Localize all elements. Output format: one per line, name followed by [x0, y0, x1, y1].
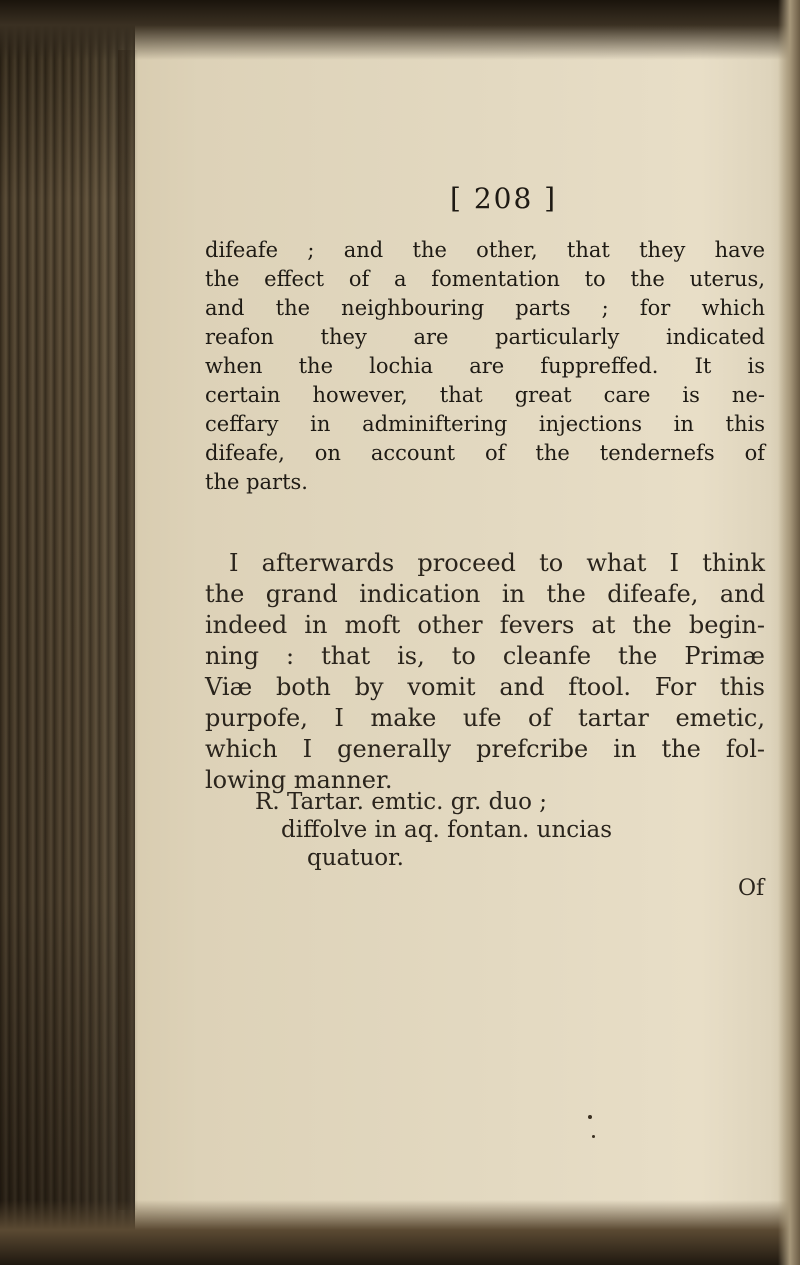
top-edge-shadow — [0, 0, 800, 60]
text-line: the effect of a fomentation to the uterus, — [205, 267, 765, 291]
text-line: lowing manner. — [205, 766, 393, 794]
text-line: the parts. — [205, 470, 308, 494]
text-line: difeafe, on account of the tendernefs of — [205, 441, 765, 465]
text-line: ceffary in adminiftering injections in this — [205, 412, 765, 436]
text-line: and the neighbouring parts ; for which — [205, 296, 765, 320]
bottom-edge-shadow — [0, 1200, 800, 1265]
text-line: I afterwards proceed to what I think — [229, 549, 765, 577]
gutter-shadow — [118, 50, 138, 1210]
text-line: certain however, that great care is ne- — [205, 383, 765, 407]
page-number-header: [ 208 ] — [450, 182, 558, 215]
prescription-line: diffolve in aq. fontan. uncias — [281, 817, 613, 843]
text-line: when the lochia are fuppreffed. It is — [205, 354, 765, 378]
paragraph-one — [205, 236, 765, 497]
book-binding — [0, 0, 135, 1265]
catchword: Of — [738, 876, 765, 901]
prescription — [255, 788, 775, 872]
text-line: difeafe ; and the other, that they have — [205, 238, 765, 262]
prescription-line: quatuor. — [307, 845, 404, 871]
text-line: ning : that is, to cleanfe the Primæ — [205, 642, 765, 670]
paper-speck — [588, 1115, 592, 1119]
paragraph-two — [205, 548, 765, 796]
text-line: reafon they are particularly indicated — [205, 325, 765, 349]
text-line: indeed in moft other fevers at the begin- — [205, 611, 765, 639]
text-line: which I generally prefcribe in the fol- — [205, 735, 765, 763]
right-page-edge — [778, 0, 800, 1265]
text-line: purpofe, I make ufe of tartar emetic, — [205, 704, 765, 732]
prescription-line: R. Tartar. emtic. gr. duo ; — [255, 789, 548, 815]
text-line: Viæ both by vomit and ftool. For this — [205, 673, 765, 701]
paper-speck — [592, 1135, 595, 1138]
text-line: the grand indication in the difeafe, and — [205, 580, 765, 608]
